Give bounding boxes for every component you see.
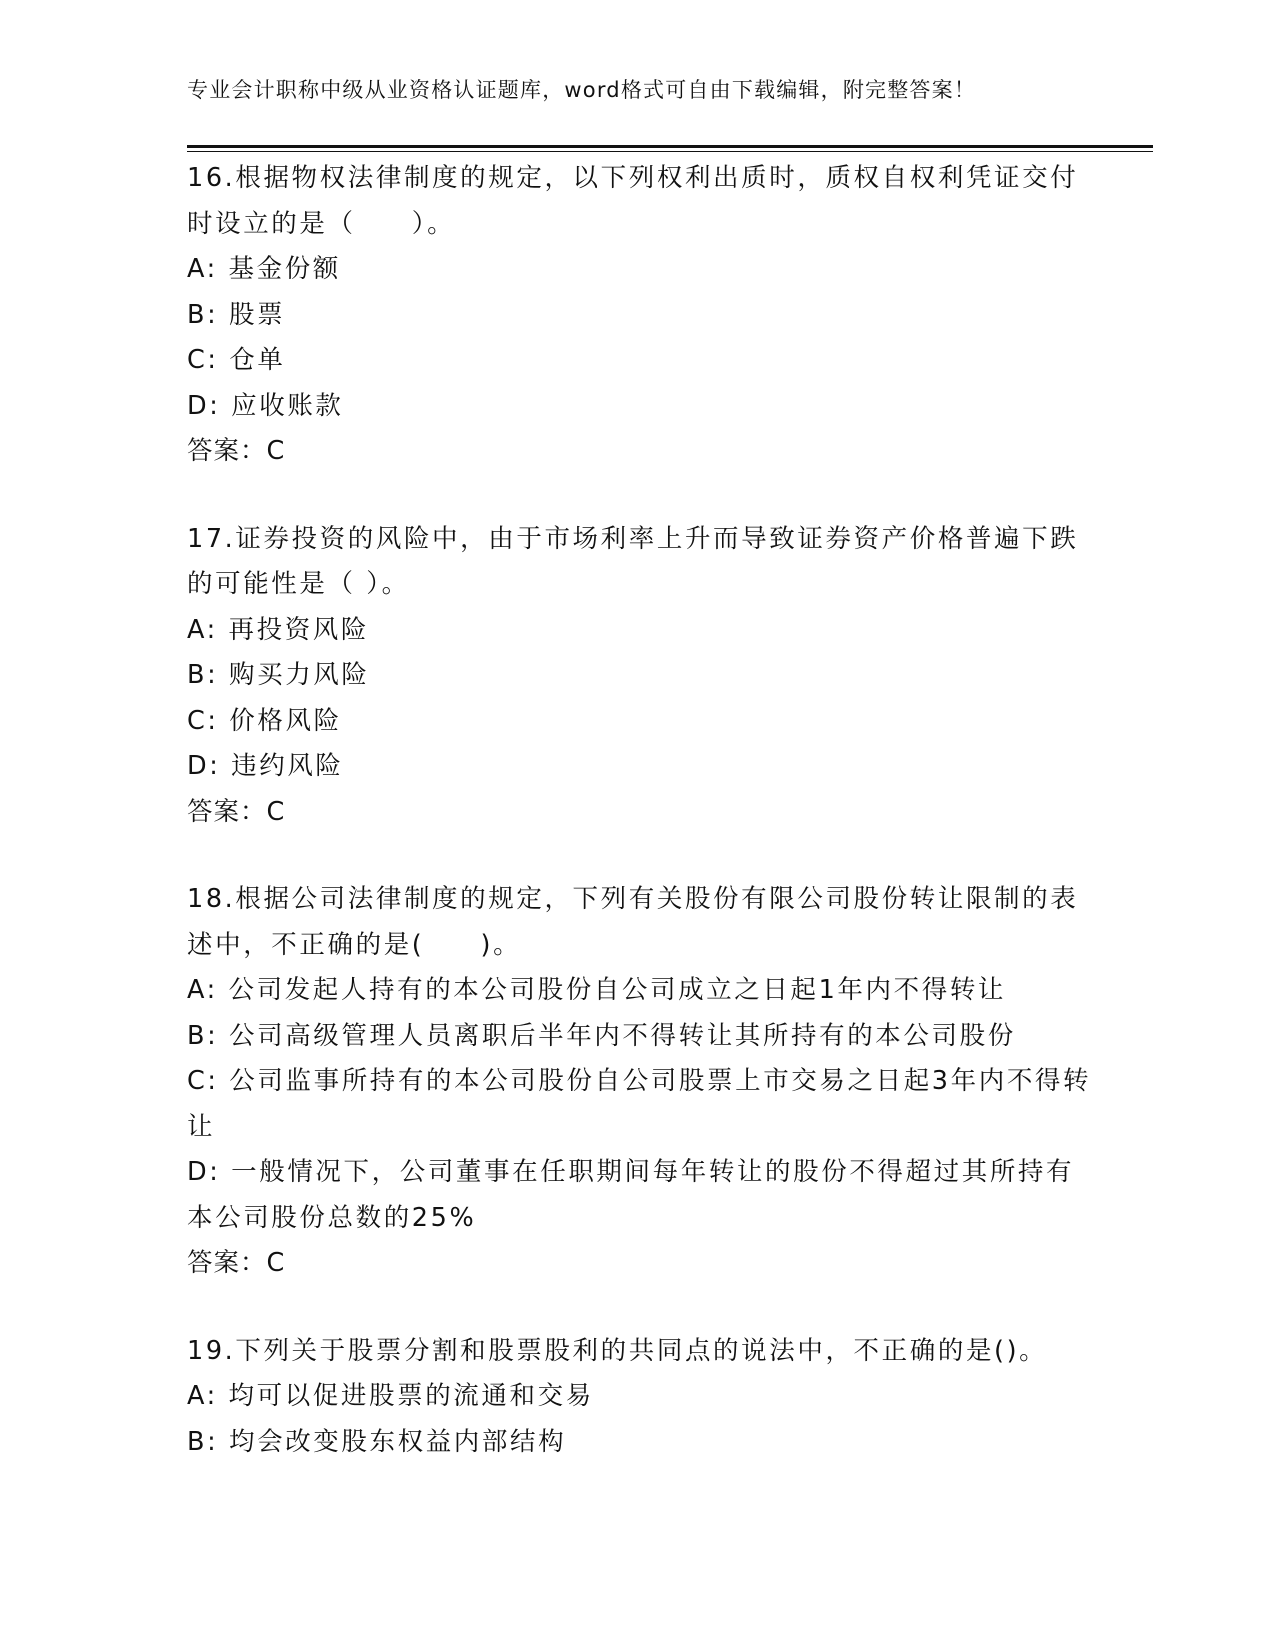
option-c: C: 公司监事所持有的本公司股份自公司股票上市交易之日起3年内不得转让 <box>187 1066 1092 1142</box>
option-b: B: 均会改变股东权益内部结构 <box>187 1426 567 1457</box>
option-b: B: 股票 <box>187 299 286 330</box>
answer-line: 答案：C <box>187 436 286 466</box>
question-stem: 16.根据物权法律制度的规定，以下列权利出质时，质权自权利凭证交付时设立的是（ ）。 <box>187 163 1079 239</box>
answer-line: 答案：C <box>187 1248 286 1278</box>
question-17 <box>187 517 1092 836</box>
question-list <box>187 156 1092 1465</box>
question-stem: 17.证券投资的风险中，由于市场利率上升而导致证券资产价格普遍下跌的可能性是（ ）。 <box>187 523 1079 599</box>
option-a: A: 均可以促进股票的流通和交易 <box>187 1381 594 1411</box>
option-d: D: 一般情况下，公司董事在任职期间每年转让的股份不得超过其所持有本公司股份总数的25% <box>187 1157 1075 1233</box>
option-c: C: 价格风险 <box>187 705 342 736</box>
question-19 <box>187 1329 1092 1466</box>
answer-line: 答案：C <box>187 796 286 827</box>
option-c: C: 仓单 <box>187 345 286 375</box>
option-d: D: 应收账款 <box>187 390 344 421</box>
question-16 <box>187 156 1092 475</box>
header-rule-thick <box>187 145 1153 148</box>
option-b: B: 公司高级管理人员离职后半年内不得转让其所持有的本公司股份 <box>187 1020 1016 1051</box>
question-stem: 18.根据公司法律制度的规定，下列有关股份有限公司股份转让限制的表述中，不正确的是( )。 <box>187 884 1079 960</box>
option-a: A: 公司发起人持有的本公司股份自公司成立之日起1年内不得转让 <box>187 975 1007 1005</box>
question-18 <box>187 877 1092 1287</box>
option-b: B: 购买力风险 <box>187 660 370 690</box>
header-rule-thin <box>187 151 1153 152</box>
question-stem: 19.下列关于股票分割和股票股利的共同点的说法中，不正确的是()。 <box>187 1335 1048 1366</box>
option-d: D: 违约风险 <box>187 751 344 781</box>
option-a: A: 基金份额 <box>187 254 341 284</box>
option-a: A: 再投资风险 <box>187 614 369 645</box>
page-header: 专业会计职称中级从业资格认证题库，word格式可自由下载编辑，附完整答案！ <box>187 78 977 102</box>
